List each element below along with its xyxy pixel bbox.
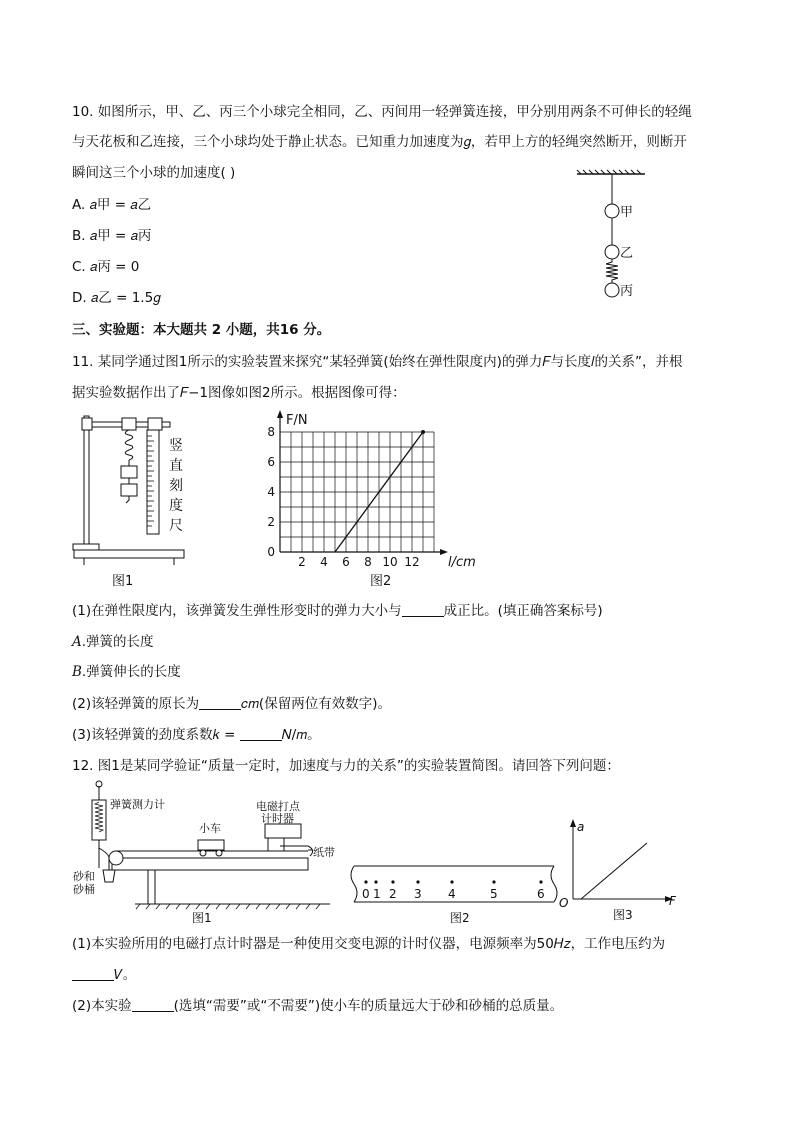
q10-option-c: C. 𝑎丙 = 0 <box>72 259 140 275</box>
q12-part1-unit: 𝑉 <box>114 967 123 983</box>
q11-part3 <box>72 725 321 745</box>
chart-x-tick-label: 6 <box>342 555 350 569</box>
chart-data-point <box>421 430 425 434</box>
ruler-char-2: 直 <box>169 458 183 474</box>
q10-option-b: B. 𝑎甲 = 𝑎丙 <box>72 228 152 244</box>
q11-option-a <box>72 632 154 652</box>
tape-point-1: 1 <box>373 887 381 901</box>
q10-line2: 与天花板和乙连接，三个小球均处于静止状态。已知重力加速度为𝑔，若甲上方的轻绳突然断开，则断开 <box>72 134 687 150</box>
ruler-char-5: 尺 <box>169 518 183 534</box>
q11-option-b-letter: 𝐵 <box>72 664 82 680</box>
q10-option-a: A. 𝑎甲 = 𝑎乙 <box>72 197 152 213</box>
q12-figure1-apparatus <box>70 780 350 930</box>
q12-fig1-tape-label: 纸带 <box>313 846 335 859</box>
q12-fig3-origin-label: O <box>559 896 569 910</box>
q11-part3-unit: 𝑁/𝑚 <box>281 727 308 743</box>
q11-part2-blank <box>199 695 241 710</box>
chart-x-tick-label: 10 <box>382 555 398 569</box>
ball-jia-label: 甲 <box>620 205 634 220</box>
q12-part1-line1: (1)本实验所用的电磁打点计时器是一种使用交变电源的计时仪器，电源频率为50𝐻𝑧，工作电压约为 <box>72 936 666 952</box>
q12-fig1-timer-label-2: 计时器 <box>261 812 294 825</box>
chart-x-tick-label: 4 <box>320 555 328 569</box>
q11-part1-pre: (1)在弹性限度内，该弹簧发生弹性形变时的弹力大小与 <box>72 603 402 619</box>
q11-part2-pre: (2)该轻弹簧的原长为 <box>72 696 200 712</box>
chart-grid <box>280 432 434 552</box>
q11-figure1-apparatus <box>70 410 200 600</box>
q11-part2-unit: 𝑐𝑚 <box>241 696 259 712</box>
q11-option-b-text: .弹簧伸长的长度 <box>81 664 181 680</box>
section-3-heading: 三、实验题：本大题共 2 小题，共16 分。 <box>72 322 331 338</box>
q12-fig1-sand-label-2: 砂桶 <box>73 883 95 896</box>
q12-figure2-tape <box>348 860 568 930</box>
q11-part3-post: 。 <box>307 727 321 743</box>
q11-line1: 11. 某同学通过图1所示的实验装置来探究“某轻弹簧(始终在弹性限度内)的弹力𝐹与长度𝑙的关系”，并根 <box>72 354 683 370</box>
q10-line3: 瞬间这三个小球的加速度( ) <box>72 165 236 181</box>
q10-option-d: D. 𝑎乙 = 1.5𝑔 <box>72 290 161 306</box>
q11-option-a-text: .弹簧的长度 <box>81 634 154 650</box>
q11-part3-blank <box>240 726 282 741</box>
chart-x-tick-label: 8 <box>364 555 372 569</box>
tape-point-2: 2 <box>389 887 397 901</box>
tape-point-6: 6 <box>537 887 545 901</box>
q11-part1-blank <box>402 602 444 617</box>
q12-fig1-cart-label: 小车 <box>199 822 221 835</box>
chart-y-tick-label: 8 <box>267 425 275 439</box>
q10-line1: 10. 如图所示，甲、乙、丙三个小球完全相同，乙、丙间用一轻弹簧连接，甲分别用两条不可伸长的轻绳 <box>72 104 692 120</box>
chart-y-tick-label: 6 <box>267 455 275 469</box>
q12-fig1-scale-label: 弹簧测力计 <box>110 798 165 811</box>
chart-y-axis-label: F/N <box>286 413 308 428</box>
chart-y-tick-label: 0 <box>267 545 275 559</box>
ruler-char-4: 度 <box>169 498 183 514</box>
q11-part3-pre: (3)该轻弹簧的劲度系数𝑘 = <box>72 727 236 743</box>
q12-fig1-timer-label-1: 电磁打点 <box>256 800 300 813</box>
q11-fig1-caption: 图1 <box>112 574 134 589</box>
q11-line2: 据实验数据作出了𝐹−1图像如图2所示。根据图像可得： <box>72 385 406 401</box>
chart-x-tick-label: 2 <box>298 555 306 569</box>
ball-yi-label: 乙 <box>620 246 634 261</box>
q11-part1-post: 成正比。(填正确答案标号) <box>443 603 603 619</box>
chart-y-tick-label: 2 <box>267 515 275 529</box>
tape-point-5: 5 <box>490 887 498 901</box>
q12-fig3-x-label: F <box>669 894 676 908</box>
q12-fig1-sand-label-1: 砂和 <box>73 870 95 883</box>
q11-figure2-chart <box>260 410 480 605</box>
chart-x-tick-label: 12 <box>404 555 420 569</box>
q11-part2-post: (保留两位有效数字)。 <box>258 696 391 712</box>
tape-point-0: 0 <box>362 887 370 901</box>
q12-part2-pre: (2)本实验 <box>72 998 132 1014</box>
q12-part2-blank <box>132 997 174 1012</box>
tape-point-3: 3 <box>414 887 422 901</box>
q10-figure <box>575 170 655 300</box>
q11-fig2-caption: 图2 <box>370 574 392 589</box>
ruler-char-1: 竖 <box>169 438 183 454</box>
ball-bing-label: 丙 <box>620 284 634 299</box>
q11-option-b <box>72 662 181 682</box>
q12-part1-line2 <box>72 965 136 985</box>
q12-part1-blank <box>72 966 114 981</box>
q11-option-a-letter: 𝐴 <box>72 634 82 650</box>
q11-part1 <box>72 601 603 621</box>
q12-part2 <box>72 996 563 1016</box>
q12-part1-post: 。 <box>122 967 137 983</box>
q12-fig1-caption: 图1 <box>192 911 212 925</box>
tape-point-4: 4 <box>448 887 456 901</box>
q12-figure3-graph <box>555 815 685 925</box>
q12-part2-post: (选填“需要”或“不需要”)使小车的质量远大于砂和砂桶的总质量。 <box>173 998 564 1014</box>
q12-fig3-caption: 图3 <box>613 908 633 922</box>
q12-fig3-y-label: a <box>577 820 585 834</box>
ruler-char-3: 刻 <box>169 478 183 494</box>
q12-line1: 12. 图1是某同学验证“质量一定时，加速度与力的关系”的实验装置简图。请回答下列问题： <box>72 758 620 774</box>
q12-fig2-caption: 图2 <box>450 911 470 925</box>
chart-x-axis-label: l/cm <box>448 555 476 570</box>
q11-part2 <box>72 694 391 714</box>
chart-y-tick-label: 4 <box>267 485 275 499</box>
